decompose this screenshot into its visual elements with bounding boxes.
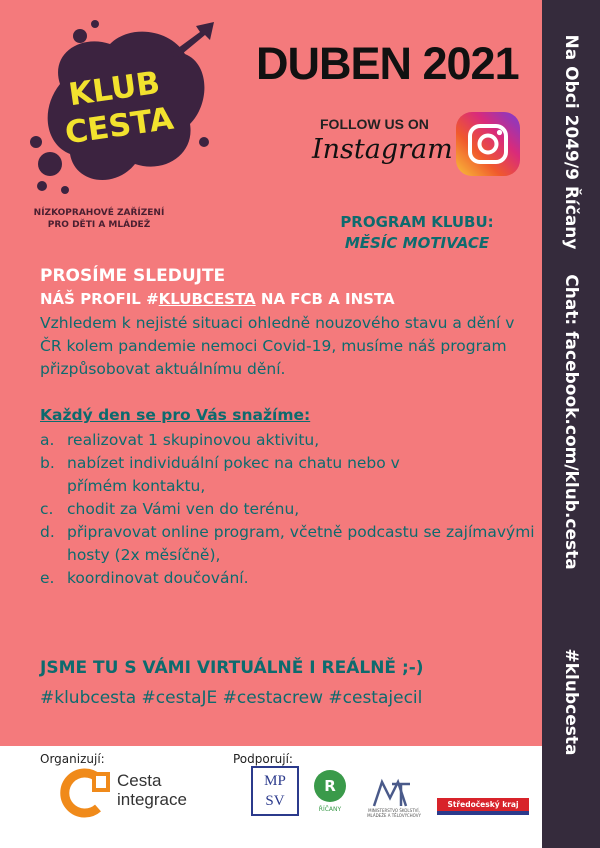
list-item-text: nabízet individuální pokec na chatu nebo v přímém kontaktu, xyxy=(67,454,400,495)
mpsv-logo xyxy=(251,766,299,816)
list-marker: e. xyxy=(40,569,55,587)
list-item-text: koordinovat doučování. xyxy=(67,569,249,587)
list-item-text: připravovat online program, včetně podcastu se zajímavými hosty (2x měsíčně), xyxy=(67,523,535,564)
logo-text-cesta: CESTA xyxy=(62,100,176,152)
organizer-name-line: Cesta xyxy=(117,771,162,790)
list-item xyxy=(40,429,540,452)
hashtags: #klubcesta #cestaJE #cestacrew #cestajecil xyxy=(40,688,423,708)
list-item xyxy=(40,567,540,590)
instagram-icon[interactable] xyxy=(455,111,521,177)
organizers-label: Organizují: xyxy=(40,752,105,766)
main-content xyxy=(40,265,540,590)
logo-text-klub: KLUB xyxy=(66,64,163,114)
list-item xyxy=(40,452,540,498)
profile-link[interactable]: KLUBCESTA xyxy=(158,290,256,308)
organizer-name-line: integrace xyxy=(117,790,187,809)
msmt-logo xyxy=(372,778,412,808)
organizer-name xyxy=(117,771,187,809)
profile-after: NA FCB A INSTA xyxy=(255,290,395,308)
sidebar-chat-link[interactable]: Chat: facebook.com/klub.cesta xyxy=(561,274,581,570)
sidebar-hashtag: #klubcesta xyxy=(561,648,581,756)
list-marker: a. xyxy=(40,431,55,449)
list-marker: d. xyxy=(40,523,55,541)
msmt-label: MINISTERSTVO ŠKOLSTVÍ, MLÁDEŽE A TĚLOVÝCHOVY xyxy=(367,808,421,818)
list-marker: c. xyxy=(40,500,54,518)
supporters-label: Podporují: xyxy=(233,752,293,766)
list-item-text: chodit za Vámi ven do terénu, xyxy=(67,500,300,518)
cesta-integrace-logo xyxy=(58,768,113,818)
activity-list xyxy=(40,429,540,590)
sidebar-address: Na Obci 2049/9 Říčany xyxy=(561,34,581,250)
program-block xyxy=(312,212,522,254)
list-lead: Každý den se pro Vás snažíme: xyxy=(40,406,311,424)
klub-cesta-logo xyxy=(20,14,220,204)
ricany-logo: R xyxy=(314,770,346,802)
mpsv-line: SV xyxy=(265,793,285,809)
intro-paragraph: Vzhledem k nejisté situaci ohledně nouzového stavu a dění v ČR kolem pandemie nemoci Covid-19, musíme náš program přizpůsobovat aktuálnímu dění. xyxy=(40,314,515,378)
page-title: DUBEN 2021 xyxy=(256,38,519,89)
list-marker: b. xyxy=(40,454,55,472)
tagline-line: NÍZKOPRAHOVÉ ZAŘÍZENÍ xyxy=(33,208,165,218)
motto: JSME TU S VÁMI VIRTUÁLNĚ I REÁLNĚ ;-) xyxy=(40,658,424,678)
kraj-stripe xyxy=(437,811,529,815)
program-label: PROGRAM KLUBU: xyxy=(340,213,494,231)
list-item-text: realizovat 1 skupinovou aktivitu, xyxy=(67,431,320,449)
profile-before: NÁŠ PROFIL # xyxy=(40,290,159,308)
tagline-line: PRO DĚTI A MLÁDEŽ xyxy=(47,220,151,230)
content-heading: PROSÍME SLEDUJTE xyxy=(40,266,226,286)
program-theme: MĚSÍC MOTIVACE xyxy=(344,234,490,252)
kraj-logo: Středočeský kraj xyxy=(437,798,529,811)
follow-us-text: FOLLOW US ON xyxy=(320,116,429,132)
instagram-wordmark: Instagram xyxy=(312,134,453,165)
mpsv-line: MP xyxy=(264,773,286,789)
list-item xyxy=(40,521,540,567)
profile-line xyxy=(40,288,540,311)
list-item xyxy=(40,498,540,521)
logo-tagline xyxy=(20,207,178,231)
ricany-label: ŘÍČANY xyxy=(318,806,342,813)
